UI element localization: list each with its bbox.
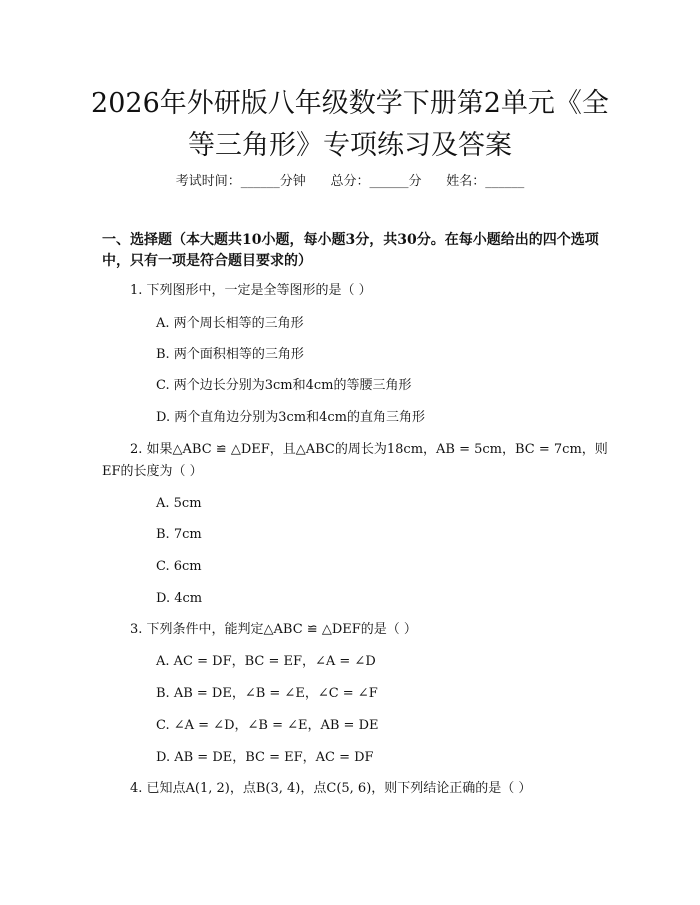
question-3-option-a: A. AC = DF，BC = EF，∠A = ∠D — [156, 654, 376, 669]
question-2-option-c: C. 6cm — [156, 559, 202, 574]
question-1-option-b: B. 两个面积相等的三角形 — [156, 347, 304, 362]
section-heading: 一、选择题（本大题共10小题，每小题3分，共30分。在每小题给出的四个选项中，只有一项是符合题目要求的） — [102, 232, 599, 269]
question-4-stem: 4. 已知点A(1, 2)，点B(3, 4)，点C(5, 6)，则下列结论正确的是（ ） — [130, 781, 532, 796]
question-1-option-a: A. 两个周长相等的三角形 — [156, 316, 304, 331]
document-title: 2026年外研版八年级数学下册第2单元《全等三角形》专项练习及答案 — [91, 88, 609, 161]
question-3-option-c: C. ∠A = ∠D，∠B = ∠E，AB = DE — [156, 718, 379, 733]
question-2-option-b: B. 7cm — [156, 527, 202, 542]
question-3-stem: 3. 下列条件中，能判定△ABC ≌ △DEF的是（ ） — [130, 622, 417, 637]
question-1-option-c: C. 两个边长分别为3cm和4cm的等腰三角形 — [156, 378, 412, 393]
question-2-stem: 2. 如果△ABC ≌ △DEF，且△ABC的周长为18cm，AB = 5cm，BC = 7cm，则EF的长度为（ ） — [102, 442, 608, 479]
question-2-option-d: D. 4cm — [156, 591, 203, 606]
question-2-option-a: A. 5cm — [156, 496, 202, 511]
question-3-option-b: B. AB = DE，∠B = ∠E，∠C = ∠F — [156, 686, 378, 701]
question-3-option-d: D. AB = DE，BC = EF，AC = DF — [156, 750, 374, 765]
question-1-option-d: D. 两个直角边分别为3cm和4cm的直角三角形 — [156, 410, 425, 425]
exam-meta-line: 考试时间：______分钟 总分：______分 姓名：______ — [175, 174, 525, 189]
question-1-stem: 1. 下列图形中，一定是全等图形的是（ ） — [130, 283, 372, 298]
